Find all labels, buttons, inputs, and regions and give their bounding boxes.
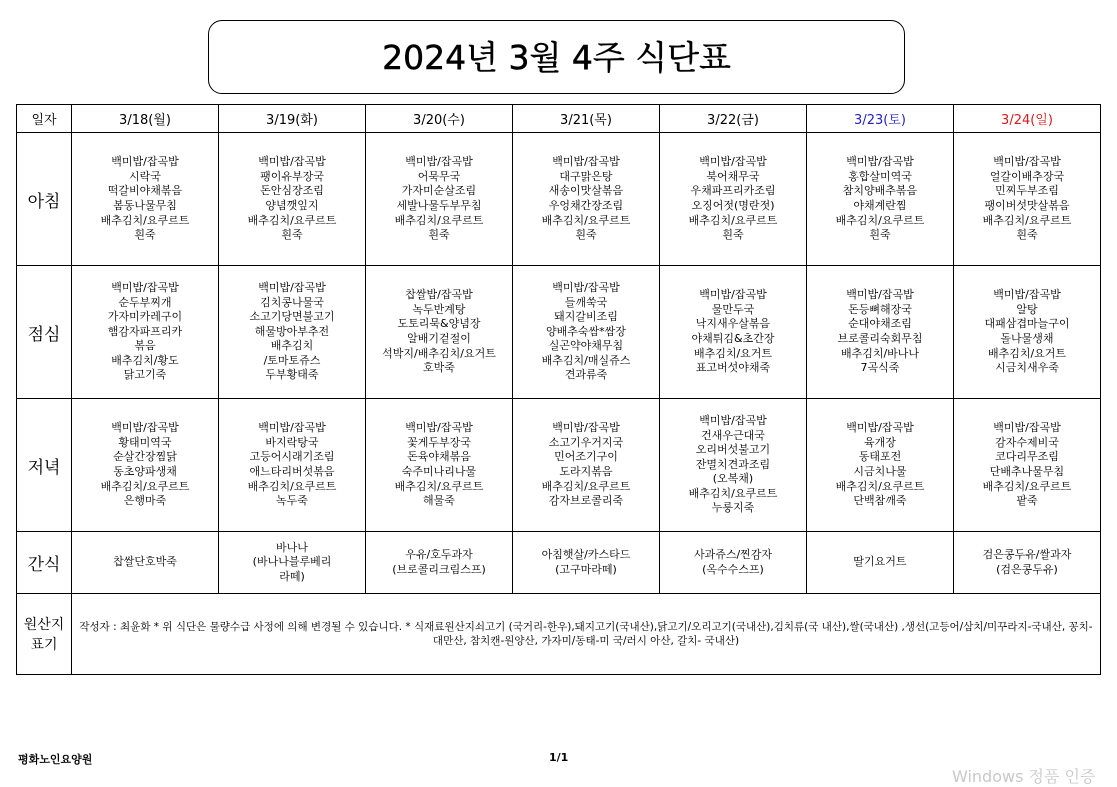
menu-item: 배추김치/요쿠르트 bbox=[541, 479, 631, 493]
menu-item: 대패삼겹마늘구이 bbox=[984, 317, 1070, 331]
snack-cell bbox=[513, 532, 660, 594]
day-header-wed: 3/20(수) bbox=[366, 105, 513, 133]
menu-item: 배추김치/요쿠르트 bbox=[100, 213, 190, 227]
menu-item: 홍합살미역국 bbox=[848, 169, 912, 183]
menu-item: 백미밥/잡곡밥 bbox=[552, 155, 620, 169]
menu-item: 바나나 bbox=[276, 540, 308, 554]
menu-item: 도라지볶음 bbox=[559, 465, 613, 478]
menu-item: 동초양파생채 bbox=[113, 465, 177, 478]
menu-item: 돈등뼈해장국 bbox=[848, 302, 912, 316]
menu-item: 소고기당면불고기 bbox=[249, 310, 335, 324]
day-header-sun: 3/24(일) bbox=[954, 105, 1101, 133]
meal-cell bbox=[513, 133, 660, 266]
meal-cell bbox=[219, 133, 366, 266]
menu-item: 배추김치/요쿠르트 bbox=[982, 213, 1072, 227]
snack-cell bbox=[366, 532, 513, 594]
menu-item: 얼갈이배추장국 bbox=[989, 169, 1065, 183]
meal-cell bbox=[366, 399, 513, 532]
menu-item: 양념깻잎지 bbox=[265, 199, 319, 212]
menu-item: 돌나물생채 bbox=[1000, 332, 1054, 345]
lunch-row bbox=[17, 266, 1101, 399]
dinner-label: 저녁 bbox=[17, 399, 72, 532]
menu-item: 단배추나물무침 bbox=[989, 465, 1065, 478]
menu-item: 우채파프리카조림 bbox=[690, 184, 776, 198]
menu-item: 찹쌀밥/잡곡밥 bbox=[405, 288, 473, 302]
menu-item: 백미밥/잡곡밥 bbox=[699, 155, 767, 169]
menu-item: 고등어시래기조림 bbox=[249, 450, 335, 464]
menu-item: 흰죽 bbox=[722, 228, 744, 242]
menu-item: 떡갈비야채볶음 bbox=[107, 184, 183, 198]
menu-item: 배추김치/요쿠르트 bbox=[835, 479, 925, 493]
snack-cell bbox=[660, 532, 807, 594]
menu-item: 돈육야채볶음 bbox=[407, 450, 471, 464]
menu-item: 단백참깨죽 bbox=[853, 494, 907, 508]
menu-item: 시금치나물 bbox=[853, 465, 907, 478]
menu-item: 실곤약야채무침 bbox=[548, 339, 624, 353]
menu-item: 백미밥/잡곡밥 bbox=[111, 280, 179, 294]
menu-item: (바나나블루베리 bbox=[252, 555, 332, 569]
menu-item: 배추김치/요쿠르트 bbox=[100, 479, 190, 493]
origin-label: 원산지 표기 bbox=[23, 617, 65, 653]
menu-item: 시락국 bbox=[129, 169, 161, 183]
menu-item: 잔멸치견과조림 bbox=[695, 457, 771, 471]
menu-item: 백미밥/잡곡밥 bbox=[258, 421, 326, 435]
menu-item: 세발나물두부무침 bbox=[396, 199, 482, 212]
lunch-label: 점심 bbox=[17, 266, 72, 399]
menu-item: 새송이맛살볶음 bbox=[548, 184, 624, 198]
menu-item: 우엉채간장조림 bbox=[548, 199, 624, 212]
menu-item: 배추김치/요쿠르트 bbox=[394, 479, 484, 493]
menu-item: 오리버섯불고기 bbox=[695, 443, 771, 457]
menu-item: 배추김치/요거트 bbox=[987, 346, 1067, 360]
meal-cell bbox=[513, 399, 660, 532]
menu-item: 우유/호두과자 bbox=[405, 547, 473, 561]
menu-item: 도토리묵&양념장 bbox=[397, 317, 481, 331]
menu-item: 순대야채조림 bbox=[848, 317, 912, 331]
menu-item: 민찌두부조림 bbox=[995, 184, 1059, 198]
page-title: 2024년 3월 4주 식단표 bbox=[382, 37, 731, 77]
menu-item: 동태포전 bbox=[858, 450, 902, 464]
menu-item: 백미밥/잡곡밥 bbox=[846, 155, 914, 169]
menu-item: 애느타리버섯볶음 bbox=[249, 465, 335, 478]
meal-cell bbox=[513, 266, 660, 399]
dinner-row bbox=[17, 399, 1101, 532]
menu-item: 대구맑은탕 bbox=[559, 169, 613, 183]
menu-item: 오징어젓(명란젓) bbox=[691, 199, 775, 212]
menu-item: 사과쥬스/찐감자 bbox=[693, 547, 773, 561]
menu-item: (오복채) bbox=[712, 472, 754, 486]
menu-item: 어묵무국 bbox=[417, 169, 461, 183]
menu-item: 흰죽 bbox=[575, 228, 597, 242]
menu-item: 은행마죽 bbox=[123, 494, 167, 508]
meal-cell bbox=[366, 266, 513, 399]
menu-item: 백미밥/잡곡밥 bbox=[846, 421, 914, 435]
menu-item: 흰죽 bbox=[281, 228, 303, 242]
menu-item: 시금치새우죽 bbox=[995, 361, 1059, 375]
menu-item: 바지락탕국 bbox=[265, 435, 319, 449]
meal-cell bbox=[807, 399, 954, 532]
menu-item: 7곡식죽 bbox=[860, 361, 900, 375]
meal-cell bbox=[660, 133, 807, 266]
menu-item: 배추김치/황도 bbox=[111, 353, 179, 367]
meal-cell bbox=[660, 399, 807, 532]
menu-item: 검은콩두유/쌀과자 bbox=[982, 547, 1072, 561]
meal-cell bbox=[954, 266, 1101, 399]
menu-item: 녹두죽 bbox=[276, 494, 308, 508]
menu-item: 백미밥/잡곡밥 bbox=[993, 421, 1061, 435]
meal-cell bbox=[72, 399, 219, 532]
menu-item: 순살간장찜닭 bbox=[113, 450, 177, 464]
menu-item: 소고기우거지국 bbox=[548, 435, 624, 449]
menu-item: 라떼) bbox=[279, 569, 305, 583]
menu-item: 양배추숙쌈*쌈장 bbox=[546, 324, 626, 338]
menu-item: 낙지새우살볶음 bbox=[695, 317, 771, 331]
menu-item: 흰죽 bbox=[134, 228, 156, 242]
menu-item: 순두부찌개 bbox=[118, 295, 172, 309]
menu-item: 백미밥/잡곡밥 bbox=[111, 155, 179, 169]
menu-item: 건새우근대국 bbox=[701, 428, 765, 442]
snack-cell bbox=[807, 532, 954, 594]
menu-item: 숙주미나리나물 bbox=[401, 465, 477, 478]
menu-item: (브로콜리크림스프) bbox=[392, 562, 486, 576]
day-header-mon: 3/18(월) bbox=[72, 105, 219, 133]
menu-item: 볶음 bbox=[134, 339, 156, 353]
menu-item: 해물방아부추전 bbox=[254, 324, 330, 338]
menu-item: 표고버섯야채죽 bbox=[695, 361, 771, 375]
menu-item: 들깨쑥국 bbox=[564, 295, 608, 309]
menu-item: 야채계란찜 bbox=[853, 199, 907, 212]
menu-item: 백미밥/잡곡밥 bbox=[405, 155, 473, 169]
menu-item: 배추김치/요쿠르트 bbox=[835, 213, 925, 227]
menu-item: 백미밥/잡곡밥 bbox=[699, 413, 767, 427]
meal-cell bbox=[954, 399, 1101, 532]
menu-item: 감자수제비국 bbox=[995, 435, 1059, 449]
menu-item: 누룽지죽 bbox=[711, 501, 755, 515]
date-column-header: 일자 bbox=[17, 105, 72, 133]
menu-item: (고구마라떼) bbox=[555, 562, 617, 576]
menu-item: 배추김치/요쿠르트 bbox=[688, 213, 778, 227]
menu-item: 민어조기구이 bbox=[554, 450, 618, 464]
menu-item: 가자미카레구이 bbox=[107, 310, 183, 324]
menu-item: 팽이유부장국 bbox=[260, 169, 324, 183]
menu-item: 녹두반계탕 bbox=[412, 302, 466, 316]
menu-item: 물만두국 bbox=[711, 302, 755, 316]
meal-plan-table bbox=[16, 104, 1101, 675]
menu-item: 돼지갈비조림 bbox=[554, 310, 618, 324]
meal-cell bbox=[72, 133, 219, 266]
menu-item: (옥수수스프) bbox=[702, 562, 764, 576]
snack-row bbox=[17, 532, 1101, 594]
origin-label-cell bbox=[17, 594, 72, 675]
meal-cell bbox=[954, 133, 1101, 266]
activation-watermark: Windows 정품 인증 bbox=[952, 767, 1096, 786]
menu-item: 배추김치 bbox=[270, 339, 314, 353]
menu-item: 딸기요거트 bbox=[853, 555, 907, 569]
menu-item: 백미밥/잡곡밥 bbox=[552, 421, 620, 435]
menu-item: 봄동나물무침 bbox=[113, 199, 177, 212]
snack-cell bbox=[954, 532, 1101, 594]
menu-item: 팽이버섯맛살볶음 bbox=[984, 199, 1070, 212]
menu-item: 배추김치/요쿠르트 bbox=[247, 479, 337, 493]
page-number: 1/1 bbox=[549, 751, 569, 764]
menu-item: 돈안심장조림 bbox=[260, 184, 324, 198]
menu-item: (검은콩두유) bbox=[996, 562, 1058, 576]
menu-item: 참치양배추볶음 bbox=[842, 184, 918, 198]
origin-notice: 작성자 : 최윤화 * 위 식단은 물량수급 사정에 의해 변경될 수 있습니다. * 식재료원산지쇠고기 (국거리-한우),돼지고기(국내산),닭고기/오리고기(국내산),김치류(국 내산),쌀(국내산) ,생선(고등어/삼치/미꾸라지-국내산, 꽁치-대만산, 참치캔-원양산, 가자미/동태-미 국/러시 아산, 갈치- 국내산) bbox=[72, 594, 1101, 675]
menu-item: 찹쌀단호박죽 bbox=[113, 555, 177, 569]
menu-item: 백미밥/잡곡밥 bbox=[846, 288, 914, 302]
menu-item: 가자미순살조림 bbox=[401, 184, 477, 198]
menu-item: 김치콩나물국 bbox=[260, 295, 324, 309]
menu-item: 북어채무국 bbox=[706, 169, 760, 183]
menu-item: 브로콜리숙회무침 bbox=[837, 332, 923, 345]
menu-item: 백미밥/잡곡밥 bbox=[993, 155, 1061, 169]
menu-item: 배추김치/요쿠르트 bbox=[982, 479, 1072, 493]
menu-item: 백미밥/잡곡밥 bbox=[993, 288, 1061, 302]
menu-item: 꽃게두부장국 bbox=[407, 435, 471, 449]
menu-item: 배추김치/요쿠르트 bbox=[247, 213, 337, 227]
menu-item: 흰죽 bbox=[1016, 228, 1038, 242]
menu-item: 배추김치/매실쥬스 bbox=[541, 353, 631, 367]
snack-cell bbox=[219, 532, 366, 594]
menu-item: 백미밥/잡곡밥 bbox=[258, 280, 326, 294]
menu-item: 배추김치/요쿠르트 bbox=[394, 213, 484, 227]
menu-item: 햄감자파프리카 bbox=[107, 324, 183, 338]
menu-item: /토마토쥬스 bbox=[263, 353, 321, 367]
menu-item: 감자브로콜리죽 bbox=[548, 494, 624, 508]
menu-item: 배추김치/요쿠르트 bbox=[688, 486, 778, 500]
menu-item: 배추김치/요쿠르트 bbox=[541, 213, 631, 227]
menu-item: 아침햇살/카스타드 bbox=[541, 547, 631, 561]
menu-item: 닭고기죽 bbox=[123, 368, 167, 382]
menu-item: 백미밥/잡곡밥 bbox=[258, 155, 326, 169]
menu-item: 팥죽 bbox=[1016, 494, 1038, 508]
menu-item: 알배기겉절이 bbox=[407, 332, 471, 345]
menu-item: 흰죽 bbox=[869, 228, 891, 242]
meal-cell bbox=[807, 133, 954, 266]
title-box bbox=[208, 20, 905, 94]
menu-item: 견과류죽 bbox=[564, 368, 608, 382]
menu-item: 배추김치/바나나 bbox=[840, 346, 920, 360]
origin-row bbox=[17, 594, 1101, 675]
menu-item: 황태미역국 bbox=[118, 435, 172, 449]
menu-item: 백미밥/잡곡밥 bbox=[405, 421, 473, 435]
menu-item: 육개장 bbox=[864, 435, 896, 449]
menu-item: 백미밥/잡곡밥 bbox=[699, 288, 767, 302]
meal-cell bbox=[366, 133, 513, 266]
menu-item: 석박지/배추김치/요거트 bbox=[382, 346, 496, 360]
snack-cell bbox=[72, 532, 219, 594]
menu-item: 호박죽 bbox=[423, 361, 455, 375]
menu-item: 두부황태죽 bbox=[265, 368, 319, 382]
meal-cell bbox=[660, 266, 807, 399]
meal-cell bbox=[72, 266, 219, 399]
breakfast-row bbox=[17, 133, 1101, 266]
menu-item: 코다리무조림 bbox=[995, 450, 1059, 464]
day-header-tue: 3/19(화) bbox=[219, 105, 366, 133]
menu-item: 백미밥/잡곡밥 bbox=[111, 421, 179, 435]
header-row bbox=[17, 105, 1101, 133]
menu-item: 야채튀김&초간장 bbox=[691, 332, 775, 345]
meal-cell bbox=[807, 266, 954, 399]
menu-item: 배추김치/요거트 bbox=[693, 346, 773, 360]
meal-cell bbox=[219, 399, 366, 532]
meal-cell bbox=[219, 266, 366, 399]
day-header-fri: 3/22(금) bbox=[660, 105, 807, 133]
snack-label: 간식 bbox=[17, 532, 72, 594]
day-header-thu: 3/21(목) bbox=[513, 105, 660, 133]
breakfast-label: 아침 bbox=[17, 133, 72, 266]
menu-item: 백미밥/잡곡밥 bbox=[552, 280, 620, 294]
menu-item: 알탕 bbox=[1016, 302, 1038, 316]
organization-name: 평화노인요양원 bbox=[18, 753, 93, 766]
menu-item: 흰죽 bbox=[428, 228, 450, 242]
menu-item: 해물죽 bbox=[423, 494, 455, 508]
day-header-sat: 3/23(토) bbox=[807, 105, 954, 133]
